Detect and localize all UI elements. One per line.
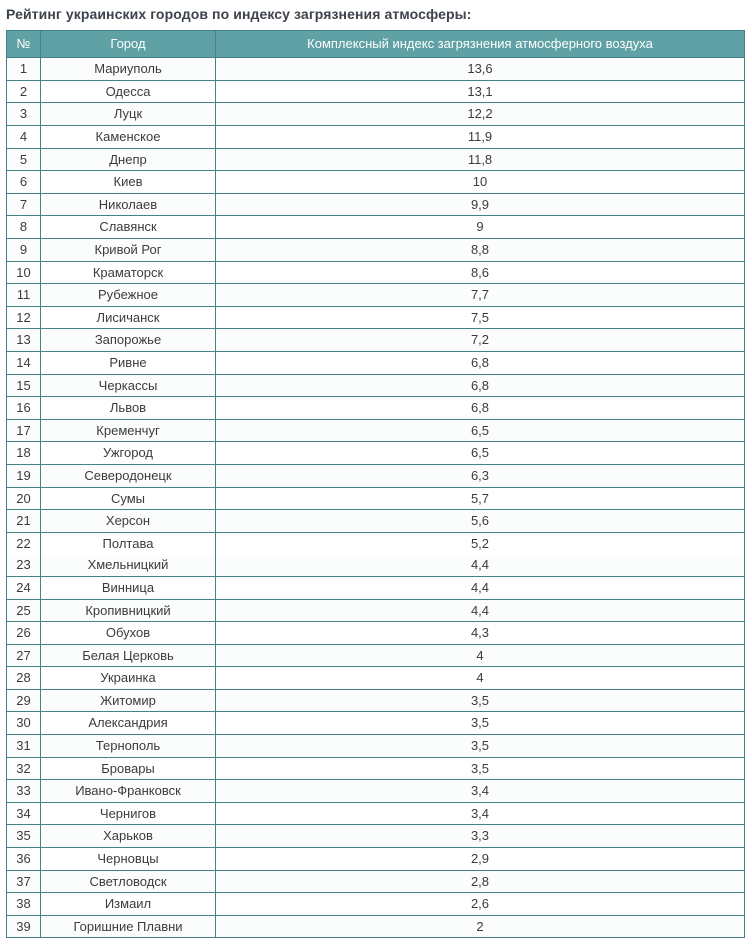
rank-cell: 8 [7,216,41,239]
rank-cell: 16 [7,397,41,420]
rank-cell: 14 [7,351,41,374]
page-title: Рейтинг украинских городов по индексу загрязнения атмосферы: [6,6,472,22]
table-row [7,351,745,374]
city-cell: Одесса [41,80,216,103]
index-cell: 2,9 [216,848,745,871]
rank-cell: 13 [7,329,41,352]
index-cell: 6,5 [216,419,745,442]
city-cell: Чернигов [41,802,216,825]
rank-cell: 35 [7,825,41,848]
rank-cell: 26 [7,622,41,645]
table-row [7,397,745,420]
table-row [7,284,745,307]
city-cell: Херсон [41,510,216,533]
city-cell: Винница [41,576,216,599]
index-cell: 4,4 [216,554,745,576]
table-row [7,554,745,576]
city-cell: Тернополь [41,735,216,758]
index-cell: 11,9 [216,126,745,149]
index-cell: 9,9 [216,193,745,216]
table-row [7,193,745,216]
column-header-index: Комплексный индекс загрязнения атмосферного воздуха [216,31,745,58]
index-cell: 4 [216,667,745,690]
rank-cell: 12 [7,306,41,329]
rank-cell: 3 [7,103,41,126]
city-cell: Ужгород [41,442,216,465]
table-row [7,58,745,81]
table-row [7,216,745,239]
city-cell: Обухов [41,622,216,645]
index-cell: 5,2 [216,532,745,554]
column-header-rank: № [7,31,41,58]
rank-cell: 9 [7,239,41,262]
table-row [7,126,745,149]
rank-cell: 21 [7,510,41,533]
table-row [7,329,745,352]
city-cell: Кременчуг [41,419,216,442]
index-cell: 7,5 [216,306,745,329]
city-cell: Каменское [41,126,216,149]
table-row [7,510,745,533]
table-row [7,374,745,397]
table-row [7,148,745,171]
index-cell: 6,3 [216,464,745,487]
table-row [7,825,745,848]
index-cell: 6,8 [216,374,745,397]
city-cell: Черкассы [41,374,216,397]
index-cell: 3,4 [216,780,745,803]
index-cell: 2,8 [216,870,745,893]
rank-cell: 24 [7,576,41,599]
rank-cell: 34 [7,802,41,825]
city-cell: Николаев [41,193,216,216]
rank-cell: 19 [7,464,41,487]
city-cell: Славянск [41,216,216,239]
table-row [7,667,745,690]
pollution-rating-table [6,30,745,938]
city-cell: Полтава [41,532,216,554]
index-cell: 8,8 [216,239,745,262]
index-cell: 4,4 [216,599,745,622]
table-row [7,306,745,329]
index-cell: 2,6 [216,893,745,916]
table-row [7,622,745,645]
rank-cell: 17 [7,419,41,442]
table-header-row [7,31,745,58]
table-row [7,80,745,103]
table-row [7,419,745,442]
index-cell: 3,5 [216,712,745,735]
rank-cell: 15 [7,374,41,397]
rank-cell: 4 [7,126,41,149]
city-cell: Рубежное [41,284,216,307]
index-cell: 3,5 [216,689,745,712]
city-cell: Кропивницкий [41,599,216,622]
city-cell: Днепр [41,148,216,171]
index-cell: 10 [216,171,745,194]
table-row [7,689,745,712]
rank-cell: 5 [7,148,41,171]
table-row [7,644,745,667]
index-cell: 5,7 [216,487,745,510]
city-cell: Лисичанск [41,306,216,329]
rank-cell: 10 [7,261,41,284]
index-cell: 4,3 [216,622,745,645]
index-cell: 7,2 [216,329,745,352]
table-row [7,870,745,893]
table-row [7,848,745,871]
city-cell: Измаил [41,893,216,916]
rank-cell: 1 [7,58,41,81]
city-cell: Бровары [41,757,216,780]
table-row [7,915,745,938]
city-cell: Северодонецк [41,464,216,487]
rank-cell: 28 [7,667,41,690]
table-row [7,576,745,599]
index-cell: 6,5 [216,442,745,465]
rank-cell: 39 [7,915,41,938]
city-cell: Львов [41,397,216,420]
city-cell: Краматорск [41,261,216,284]
index-cell: 12,2 [216,103,745,126]
city-cell: Запорожье [41,329,216,352]
table-row [7,802,745,825]
table-row [7,103,745,126]
rank-cell: 20 [7,487,41,510]
table-body [7,58,745,938]
rank-cell: 11 [7,284,41,307]
city-cell: Киев [41,171,216,194]
table-row [7,893,745,916]
city-cell: Мариуполь [41,58,216,81]
rank-cell: 36 [7,848,41,871]
rank-cell: 33 [7,780,41,803]
index-cell: 6,8 [216,397,745,420]
table-row [7,712,745,735]
table-row [7,757,745,780]
city-cell: Кривой Рог [41,239,216,262]
index-cell: 3,5 [216,757,745,780]
table-row [7,487,745,510]
city-cell: Белая Церковь [41,644,216,667]
index-cell: 13,6 [216,58,745,81]
column-header-city: Город [41,31,216,58]
index-cell: 8,6 [216,261,745,284]
table-row [7,442,745,465]
table-row [7,239,745,262]
rank-cell: 25 [7,599,41,622]
table-row [7,735,745,758]
city-cell: Харьков [41,825,216,848]
table-row [7,780,745,803]
table-row [7,532,745,554]
city-cell: Александрия [41,712,216,735]
rank-cell: 2 [7,80,41,103]
city-cell: Хмельницкий [41,554,216,576]
index-cell: 3,4 [216,802,745,825]
index-cell: 9 [216,216,745,239]
index-cell: 3,5 [216,735,745,758]
table-row [7,599,745,622]
index-cell: 13,1 [216,80,745,103]
table-row [7,171,745,194]
index-cell: 7,7 [216,284,745,307]
rank-cell: 38 [7,893,41,916]
city-cell: Горишние Плавни [41,915,216,938]
index-cell: 6,8 [216,351,745,374]
rank-cell: 29 [7,689,41,712]
table-row [7,261,745,284]
rank-cell: 18 [7,442,41,465]
index-cell: 4,4 [216,576,745,599]
rank-cell: 30 [7,712,41,735]
index-cell: 5,6 [216,510,745,533]
index-cell: 4 [216,644,745,667]
rank-cell: 31 [7,735,41,758]
rank-cell: 23 [7,554,41,576]
city-cell: Ривне [41,351,216,374]
city-cell: Ивано-Франковск [41,780,216,803]
rank-cell: 37 [7,870,41,893]
index-cell: 2 [216,915,745,938]
city-cell: Черновцы [41,848,216,871]
index-cell: 11,8 [216,148,745,171]
rank-cell: 32 [7,757,41,780]
city-cell: Житомир [41,689,216,712]
table-row [7,464,745,487]
city-cell: Сумы [41,487,216,510]
rank-cell: 7 [7,193,41,216]
city-cell: Луцк [41,103,216,126]
rank-cell: 27 [7,644,41,667]
index-cell: 3,3 [216,825,745,848]
city-cell: Светловодск [41,870,216,893]
city-cell: Украинка [41,667,216,690]
rank-cell: 22 [7,532,41,554]
rank-cell: 6 [7,171,41,194]
